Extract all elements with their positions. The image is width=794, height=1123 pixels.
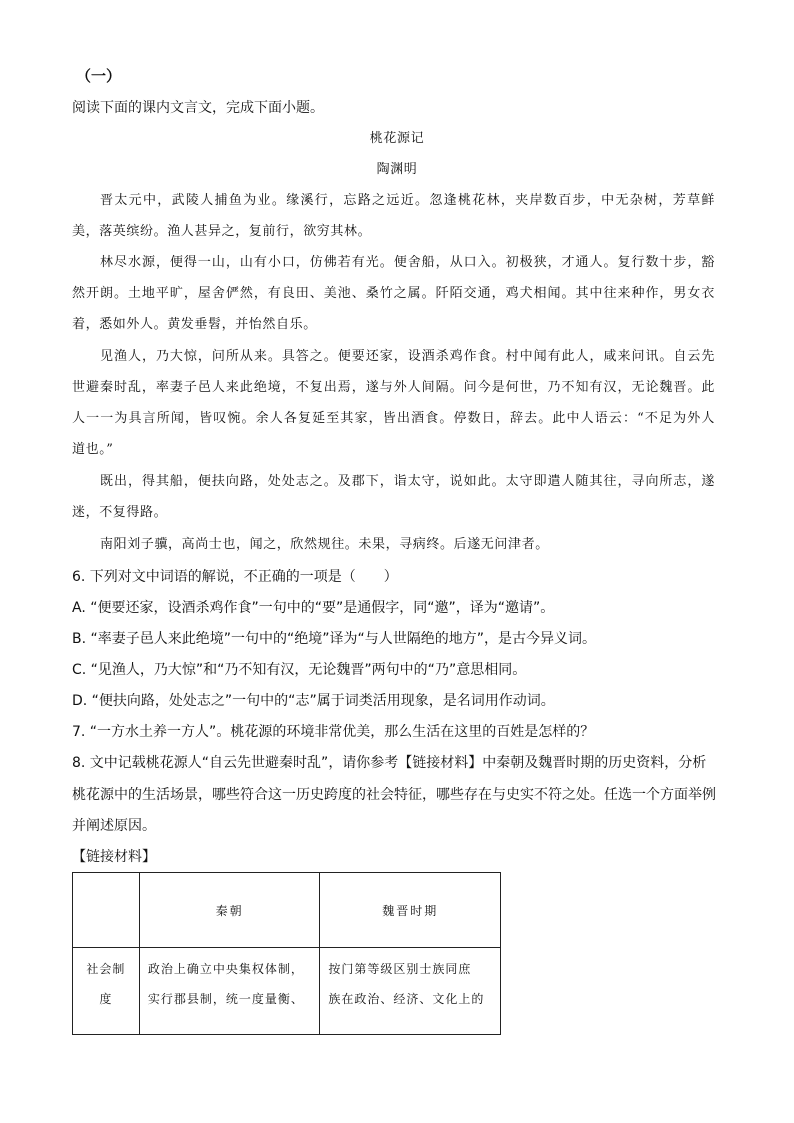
passage-line: 世避秦时乱，率妻子邑人来此绝境，不复出焉，遂与外人间隔。问今是何世，乃不知有汉，无论魏晋。此 [72,380,715,395]
question-8-line: 并阐述原因。 [72,818,156,834]
table-cell-weijin [320,948,501,1035]
question-6-option-d: D. “便扶向路，处处志之”一句中的“志”属于词类活用现象，是名词用作动词。 [72,693,555,709]
passage-line: 林尽水源，便得一山，山有小口，仿佛若有光。便舍船，从口入。初极狭，才通人。复行数十步，豁 [100,255,715,270]
row-head-line: 度 [99,992,113,1006]
passage-author: 陶渊明 [376,162,418,177]
passage-line: 然开朗。土地平旷，屋舍俨然，有良田、美池、桑竹之属。阡陌交通，鸡犬相闻。其中往来种作，男女衣 [72,286,715,301]
question-6: 6. 下列对文中词语的解说，不正确的一项是（ ） [72,569,398,585]
table-header-row [73,873,501,948]
question-6-option-b: B. “率妻子邑人来此绝境”一句中的“绝境”译为“与人世隔绝的地方”，是古今异义词。 [72,631,597,647]
link-material-table [72,872,501,1035]
section-heading: （一） [76,67,122,85]
passage-line: 南阳刘子骥，高尚士也，闻之，欣然规往。未果，寻病终。后遂无问津者。 [100,537,549,552]
cell-line: 按门第等级区别士族同庶 [328,962,472,976]
question-6-option-c: C. “见渔人，乃大惊”和“乃不知有汉，无论魏晋”两句中的“乃”意思相同。 [72,662,527,678]
table-row [73,948,501,1035]
row-head-line: 社会制 [86,962,126,976]
passage-line: 见渔人，乃大惊，问所从来。具答之。便要还家，设酒杀鸡作食。村中闻有此人，咸来问讯。自云先 [100,349,715,364]
cell-line: 族在政治、经济、文化上的 [328,992,485,1006]
cell-line: 政治上确立中央集权体制， [147,962,304,976]
passage-line: 人一一为具言所闻，皆叹惋。余人各复延至其家，皆出酒食。停数日，辞去。此中人语云：“不足为外人 [72,411,715,426]
table-cell-qin [139,948,320,1035]
instruction-text: 阅读下面的课内文言文，完成下面小题。 [72,100,324,116]
question-7: 7. “一方水土养一方人”。桃花源的环境非常优美，那么生活在这里的百姓是怎样的？ [72,724,595,740]
passage-line: 既出，得其船，便扶向路，处处志之。及郡下，诣太守，说如此。太守即遣人随其往，寻向所志，遂 [100,474,715,489]
passage-line: 迷，不复得路。 [72,505,168,520]
passage-line: 美，落英缤纷。渔人甚异之，复前行，欲穷其林。 [72,224,372,239]
passage-line: 着，悉如外人。黄发垂髫，并怡然自乐。 [72,317,317,332]
cell-line: 实行郡县制，统一度量衡、 [147,992,304,1006]
question-6-option-a: A. “便要还家，设酒杀鸡作食”一句中的“要”是通假字，同“邀”，译为“邀请”。 [72,600,555,616]
question-8-line: 桃花源中的生活场景，哪些符合这一历史跨度的社会特征，哪些存在与史实不符之处。任选一个方面举例 [72,787,716,803]
table-header-weijin: 魏晋时期 [320,873,501,948]
table-header-empty [73,873,140,948]
question-8-line: 8. 文中记载桃花源人“自云先世避秦时乱”，请你参考【链接材料】中秦朝及魏晋时期的历史资料，分析 [72,755,707,771]
passage-line: 晋太元中，武陵人捕鱼为业。缘溪行，忘路之远近。忽逢桃花林，夹岸数百步，中无杂树，芳草鲜 [100,193,715,208]
passage-title: 桃花源记 [369,131,425,146]
table-header-qin: 秦朝 [139,873,320,948]
link-material-label: 【链接材料】 [72,849,156,865]
passage-line: 道也。” [72,442,114,457]
table-row-head [73,948,140,1035]
